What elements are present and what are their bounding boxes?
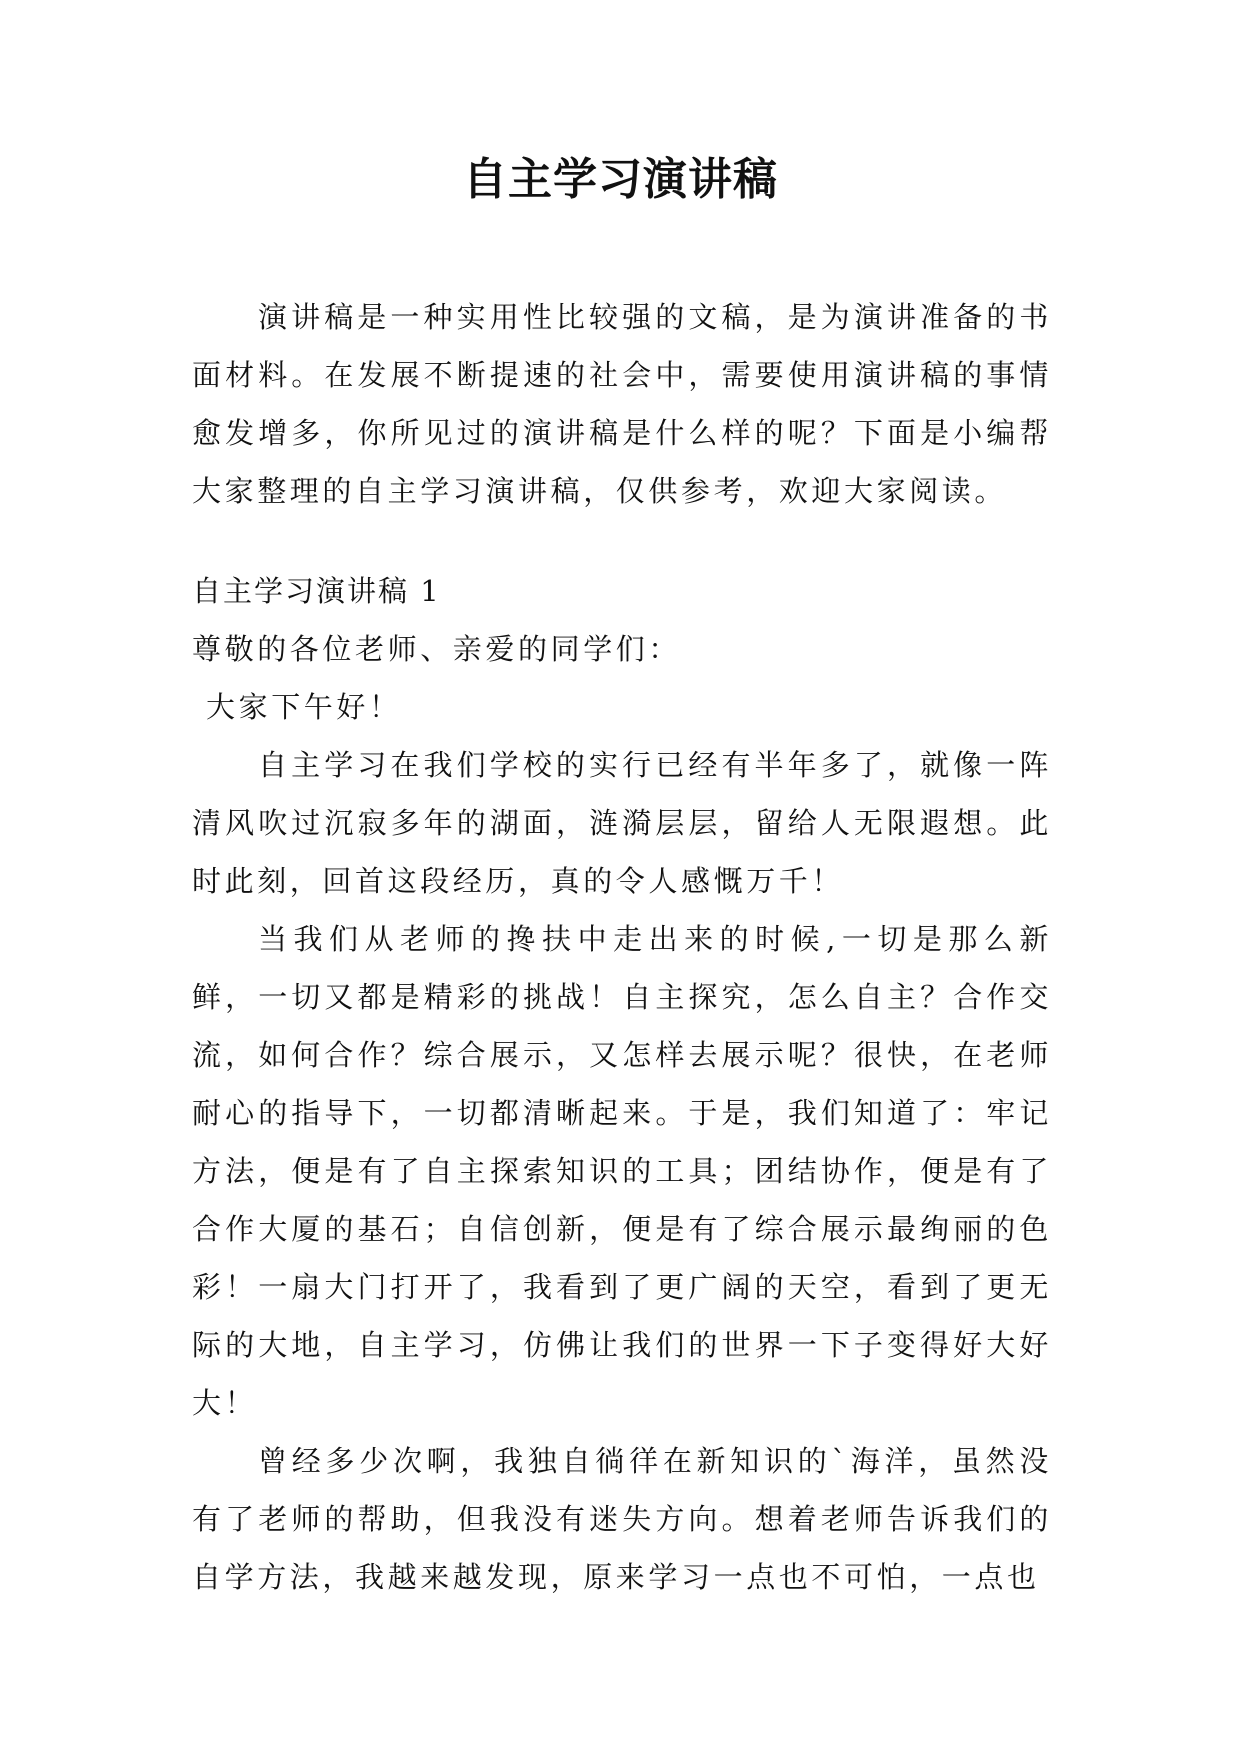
greeting: 大家下午好！ xyxy=(206,690,402,724)
body-paragraph: 自主学习在我们学校的实行已经有半年多了，就像一阵清风吹过沉寂多年的湖面，涟漪层层，留给人无限遐想。此时此刻，回首这段经历，真的令人感慨万千！ xyxy=(192,748,1052,898)
document-body xyxy=(192,288,1052,1606)
section-title: 自主学习演讲稿 1 xyxy=(192,574,441,608)
body-paragraph: 当我们从老师的搀扶中走出来的时候,一切是那么新鲜，一切又都是精彩的挑战！自主探究，怎么自主？合作交流，如何合作？综合展示，又怎样去展示呢？很快，在老师耐心的指导下，一切都清晰起来。于是，我们知道了：牢记方法，便是有了自主探索知识的工具；团结协作，便是有了合作大厦的基石；自信创新，便是有了综合展示最绚丽的色彩！一扇大门打开了，我看到了更广阔的天空，看到了更无际的大地，自主学习，仿佛让我们的世界一下子变得好大好大！ xyxy=(192,922,1052,1420)
body-paragraph: 曾经多少次啊，我独自徜徉在新知识的`海洋，虽然没有了老师的帮助，但我没有迷失方向。想着老师告诉我们的自学方法，我越来越发现，原来学习一点也不可怕，一点也 xyxy=(192,1444,1052,1594)
salutation: 尊敬的各位老师、亲爱的同学们： xyxy=(192,632,682,666)
intro-paragraph: 演讲稿是一种实用性比较强的文稿，是为演讲准备的书面材料。在发展不断提速的社会中，需要使用演讲稿的事情愈发增多，你所见过的演讲稿是什么样的呢？下面是小编帮大家整理的自主学习演讲稿，仅供参考，欢迎大家阅读。 xyxy=(192,300,1052,508)
document-title: 自主学习演讲稿 xyxy=(463,154,778,205)
